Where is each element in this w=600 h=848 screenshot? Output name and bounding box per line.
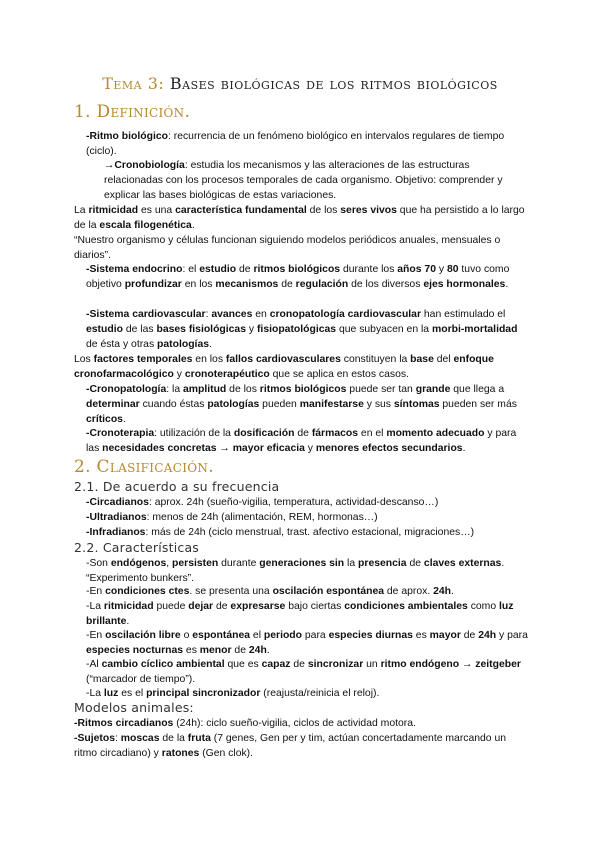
- text: en los: [181, 279, 216, 290]
- bold: especies nocturnas: [86, 645, 184, 656]
- text: pueden: [259, 399, 300, 410]
- text: de: [231, 645, 249, 656]
- bold: ritmos biológicos: [259, 384, 347, 395]
- text: La: [74, 205, 89, 216]
- text: es una: [138, 205, 176, 216]
- bold: ejes hormonales: [423, 279, 506, 290]
- text: -En: [86, 586, 106, 597]
- paragraph-ritmos-circadianos: [74, 716, 530, 731]
- section-heading-clasificacion: 2. Clasificación.: [74, 457, 214, 477]
- bold: capaz: [261, 659, 291, 670]
- text: de: [290, 659, 308, 670]
- text: :: [115, 733, 121, 744]
- term-cronoterapia: -Cronoterapia: [86, 428, 155, 439]
- bold: presencia: [358, 558, 407, 569]
- text: de: [278, 279, 296, 290]
- bold: dosificación: [233, 428, 295, 439]
- text: como: [467, 601, 499, 612]
- section-heading-definicion: 1. Definición.: [74, 102, 191, 122]
- bold: expresarse: [230, 601, 286, 612]
- text: y: [173, 369, 185, 380]
- text: (7 genes, Gen per y tim, actúan concertadamente marcando un ritmo circadiano) y: [74, 733, 507, 759]
- text: que llega a: [450, 384, 505, 395]
- bold: seres vivos: [340, 205, 397, 216]
- text: :: [205, 309, 212, 320]
- bold: patologías: [157, 339, 210, 350]
- text: y sus: [363, 399, 394, 410]
- term-infradianos: -Infradianos: [86, 527, 146, 538]
- bold: generaciones sin: [259, 558, 345, 569]
- text: la: [344, 558, 359, 569]
- text: .: [122, 414, 126, 425]
- text: de los: [226, 384, 260, 395]
- bold: grande: [415, 384, 451, 395]
- text: .: [462, 443, 466, 454]
- bold: luz brillante: [86, 601, 514, 627]
- text: de: [406, 558, 424, 569]
- text: -En: [86, 630, 106, 641]
- bold: claves externas: [423, 558, 502, 569]
- term-sistema-cardiovascular: -Sistema cardiovascular: [86, 309, 206, 320]
- bold: enfoque cronofarmacológico: [74, 354, 494, 380]
- bold: ratones: [161, 748, 200, 759]
- list-item-oscilacion-libre: [86, 628, 530, 658]
- bold: luz: [103, 688, 119, 699]
- text: . se presenta una: [189, 586, 273, 597]
- text: para: [302, 630, 329, 641]
- text: : más de 24h (ciclo menstrual, trast. afectivo estacional, migraciones…): [145, 527, 475, 538]
- bold: fármacos: [311, 428, 359, 439]
- text: de la: [159, 733, 188, 744]
- text: de: [236, 264, 254, 275]
- text: puede: [153, 601, 189, 612]
- paragraph-ritmo-biologico: [86, 129, 530, 159]
- bold: menor: [199, 645, 232, 656]
- text: : estudia los mecanismos y las alteraciones de las estructuras relacionadas con los procesos temporales de cada organismo. Objetivo: comprender y explicar las bases biológicas de estas variaciones.: [104, 160, 503, 201]
- bold: 24h: [248, 645, 267, 656]
- text: que es: [224, 659, 262, 670]
- bold: patologías: [207, 399, 260, 410]
- bold: manifestarse: [299, 399, 364, 410]
- text: .: [505, 279, 509, 290]
- bold: profundizar: [124, 279, 182, 290]
- bold: morbi-mortalidad: [431, 324, 518, 335]
- text: -La: [86, 601, 104, 612]
- text: -Son: [86, 558, 111, 569]
- bold: cronoterapéutico: [184, 369, 270, 380]
- bold: endógenos: [110, 558, 167, 569]
- text: (“marcador de tiempo”).: [86, 674, 196, 685]
- bold: bases fisiológicas: [156, 324, 246, 335]
- bold: fisiopatológicas: [256, 324, 337, 335]
- text: Los: [74, 354, 94, 365]
- text: -La: [86, 688, 104, 699]
- paragraph-cronoterapia: [86, 426, 530, 456]
- paragraph-cronobiologia: [104, 158, 530, 203]
- text: y para las: [86, 428, 517, 454]
- text: de: [213, 601, 231, 612]
- bold: espontánea: [192, 630, 251, 641]
- bold: característica fundamental: [175, 205, 307, 216]
- list-item-luz: [86, 686, 530, 701]
- term-ritmo-biologico: -Ritmo biológico: [86, 131, 168, 142]
- text: : aprox. 24h (sueño-vigilia, temperatura, actividad-descanso…): [148, 497, 439, 508]
- text: de los diversos: [348, 279, 424, 290]
- text: es: [183, 645, 200, 656]
- paragraph-sistema-cardiovascular: [86, 307, 530, 352]
- paragraph-factores-temporales: [74, 352, 530, 382]
- text: de aprox.: [384, 586, 434, 597]
- text: tuvo como objetivo: [86, 264, 510, 290]
- subsection-heading-frecuencia: 2.1. De acuerdo a su frecuencia: [74, 479, 280, 494]
- text: . “Experimento bunkers”.: [86, 558, 505, 584]
- text: (24h): ciclo sueño-vigilia, ciclos de actividad motora.: [173, 718, 416, 729]
- bold: mayor: [429, 630, 461, 641]
- text: constituyen la: [340, 354, 411, 365]
- bold: -Sujetos: [74, 733, 115, 744]
- bold: ritmicidad: [88, 205, 139, 216]
- title-rest: Bases biológicas de los ritmos biológicos: [164, 74, 498, 93]
- text: que subyacen en la: [336, 324, 432, 335]
- bold: estudio: [86, 324, 123, 335]
- text: : recurrencia de un fenómeno biológico en intervalos regulares de tiempo (ciclo).: [86, 131, 505, 157]
- term-sistema-endocrino: -Sistema endocrino: [86, 264, 183, 275]
- bold: dejar: [188, 601, 214, 612]
- text: del: [433, 354, 454, 365]
- text: un: [363, 659, 381, 670]
- text: : la: [166, 384, 183, 395]
- bold: escala filogenética: [99, 220, 192, 231]
- list-item-ritmicidad: [86, 599, 530, 629]
- text: durante los: [340, 264, 398, 275]
- text: en el: [358, 428, 387, 439]
- term-cronobiologia: Cronobiología: [114, 160, 185, 171]
- text: y: [435, 264, 447, 275]
- text: puede ser tan: [346, 384, 416, 395]
- text: (reajusta/reinicia el reloj).: [260, 688, 380, 699]
- bold: menores efectos secundarios: [315, 443, 463, 454]
- bold: momento adecuado: [386, 428, 485, 439]
- text: : el: [182, 264, 200, 275]
- text: cuando éstas: [139, 399, 208, 410]
- text: : utilización de la: [154, 428, 234, 439]
- text: de: [460, 630, 479, 641]
- bold: oscilación libre: [105, 630, 181, 641]
- text: de los: [306, 205, 341, 216]
- text: pueden ser más: [439, 399, 517, 410]
- paragraph-sistema-endocrino: [86, 262, 530, 292]
- bold: determinar: [86, 399, 140, 410]
- bold: cronopatología cardiovascular: [269, 309, 422, 320]
- subsection-heading-modelos: Modelos animales:: [74, 700, 194, 715]
- text: es: [412, 630, 430, 641]
- bold: condiciones ctes: [105, 586, 190, 597]
- text: de ésta y otras: [86, 339, 158, 350]
- arrow-glyph: →: [104, 160, 115, 171]
- list-item-endogenos: [86, 556, 530, 586]
- list-item-zeitgeber: [86, 657, 530, 687]
- document-title: [0, 74, 600, 93]
- bold: -Ritmos circadianos: [74, 718, 174, 729]
- text: ,: [166, 558, 173, 569]
- bold: periodo: [263, 630, 303, 641]
- bold: regulación: [295, 279, 349, 290]
- paragraph-sujetos: [74, 731, 530, 761]
- bold: ritmicidad: [103, 601, 154, 612]
- list-item-ultradianos: [86, 510, 530, 525]
- text: bajo ciertas: [285, 601, 345, 612]
- text: o: [180, 630, 193, 641]
- bold: principal sincronizador: [146, 688, 261, 699]
- bold: oscilación espontánea: [272, 586, 385, 597]
- text: el: [250, 630, 264, 641]
- text: : menos de 24h (alimentación, REM, hormonas…): [146, 512, 378, 523]
- bold: sincronizar: [307, 659, 364, 670]
- text: que ha persistido a lo largo de la: [74, 205, 525, 231]
- text: que se aplica en estos casos.: [269, 369, 409, 380]
- bold: especies diurnas: [328, 630, 413, 641]
- bold: 80: [446, 264, 459, 275]
- paragraph-cronopatologia: [86, 382, 530, 427]
- list-item-infradianos: [86, 525, 530, 540]
- text: en: [252, 309, 270, 320]
- bold: factores temporales: [93, 354, 193, 365]
- text: -Al: [86, 659, 102, 670]
- text: y para: [496, 630, 528, 641]
- text: y: [304, 443, 316, 454]
- bold: ritmos biológicos: [253, 264, 341, 275]
- text: durante: [218, 558, 260, 569]
- bold: avances: [211, 309, 253, 320]
- text: es el: [118, 688, 147, 699]
- bold: amplitud: [182, 384, 227, 395]
- bold: mecanismos: [215, 279, 279, 290]
- term-ultradianos: -Ultradianos: [86, 512, 147, 523]
- bold: fruta: [187, 733, 211, 744]
- bold: 24h: [478, 630, 497, 641]
- title-prefix: Tema 3:: [102, 74, 165, 93]
- bold: cambio cíclico ambiental: [101, 659, 225, 670]
- text: de: [294, 428, 312, 439]
- bold: base: [410, 354, 434, 365]
- bold: críticos: [86, 414, 123, 425]
- text: →: [459, 659, 476, 670]
- text: (Gen clok).: [199, 748, 254, 759]
- text: .: [126, 616, 130, 627]
- text: han estimulado el: [421, 309, 506, 320]
- text: .: [451, 586, 454, 597]
- bold: síntomas: [393, 399, 440, 410]
- text: en los: [192, 354, 226, 365]
- text: y: [245, 324, 257, 335]
- term-circadianos: -Circadianos: [86, 497, 149, 508]
- bold: persisten: [172, 558, 219, 569]
- text: .: [209, 339, 212, 350]
- bold: fallos cardiovasculares: [225, 354, 341, 365]
- term-cronopatologia: -Cronopatología: [86, 384, 167, 395]
- bold: años 70: [397, 264, 436, 275]
- bold: necesidades concretas → mayor eficacia: [102, 443, 305, 454]
- list-item-condiciones: [86, 584, 530, 599]
- bold: 24h: [433, 586, 452, 597]
- text: .: [266, 645, 270, 656]
- bold: estudio: [199, 264, 237, 275]
- bold: zeitgeber: [475, 659, 521, 670]
- text: .: [191, 220, 195, 231]
- subsection-heading-caracteristicas: 2.2. Características: [74, 540, 200, 555]
- paragraph-quote: “Nuestro organismo y células funcionan siguiendo modelos periódicos anuales, mensuales o diarios”.: [74, 235, 501, 261]
- bold: condiciones ambientales: [344, 601, 468, 612]
- text: de las: [122, 324, 157, 335]
- bold: moscas: [120, 733, 160, 744]
- paragraph-ritmicidad: [74, 203, 530, 233]
- bold: ritmo endógeno: [380, 659, 460, 670]
- list-item-circadianos: [86, 495, 530, 510]
